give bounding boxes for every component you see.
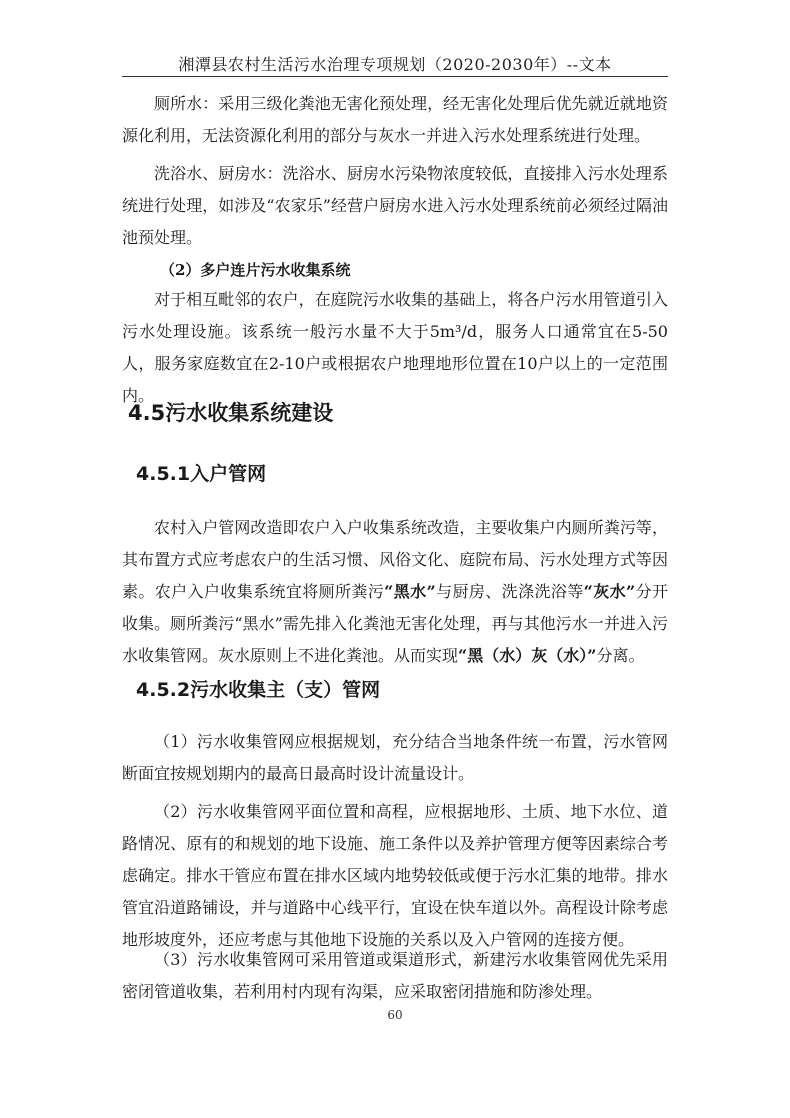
para-main-pipe-2 xyxy=(122,796,668,956)
section-heading-4-5-2 xyxy=(122,676,668,704)
subheading-multi-household xyxy=(122,256,668,284)
para-bath-kitchen-water xyxy=(122,158,668,254)
paragraph-text: 对于相互毗邻的农户，在庭院污水收集的基础上，将各户污水用管道引入污水处理设施。该系统一般污水量不大于5m³/d，服务人口通常宜在5-50人，服务家庭数宜在2-10户或根据农户地理地形位置在10户以上的一定范围内。 xyxy=(122,290,668,405)
section-heading-4-5 xyxy=(122,398,668,428)
section-heading-4-5-1 xyxy=(122,460,668,488)
heading-text: 4.5.1入户管网 xyxy=(136,463,267,485)
page-number: 60 xyxy=(387,1008,403,1022)
paragraph-text: （1）污水收集管网应根据规划，充分结合当地条件统一布置，污水管网断面宜按规划期内的最高日最高时设计流量设计。 xyxy=(122,732,668,783)
paragraph-text: （3）污水收集管网可采用管道或渠道形式，新建污水收集管网优先采用密闭管道收集，若利用村内现有沟渠，应采取密闭措施和防渗处理。 xyxy=(122,950,668,1001)
para-main-pipe-3 xyxy=(122,944,668,1008)
para-multi-household xyxy=(122,284,668,412)
black-water-term: “黑水” xyxy=(384,582,436,601)
header-rule xyxy=(122,76,668,77)
heading-text: 4.5污水收集系统建设 xyxy=(128,401,334,425)
text-run: 与厨房、洗涤洗浴等 xyxy=(435,582,584,601)
paragraph-text: （2）污水收集管网平面位置和高程，应根据地形、土质、地下水位、道路情况、原有的和规划的地下设施、施工条件以及养护管理方便等因素综合考虑确定。排水干管应布置在排水区域内地势较低或便于污水汇集的地带。排水管宜沿道路铺设，并与道路中心线平行，宜设在快车道以外。高程设计除考虑地形坡度外，还应考虑与其他地下设施的关系以及入户管网的连接方便。 xyxy=(122,802,668,949)
running-header: 湘潭县农村生活污水治理专项规划（2020-2030年）--文本 xyxy=(178,55,612,74)
text-run: 农村入户管网改造即农户入户收集系统改造，主要收集户内厕所粪污等，其布置方式应考虑农户的生活习惯、风俗文化、庭院布局、污水处理方式等因素。农户入户收集系统宜将厕所粪污 xyxy=(122,518,668,601)
subheading-text: （2）多户连片污水收集系统 xyxy=(160,261,351,279)
heading-text: 4.5.2污水收集主（支）管网 xyxy=(136,679,381,701)
text-run: 分开收集。厕所粪污“黑水”需先排入化粪池无害化处理，再与其他污水一并进入污水收集管网。灰水原则上不进化粪池。从而实现 xyxy=(122,582,668,665)
paragraph-text: 厕所水：采用三级化粪池无害化预处理，经无害化处理后优先就近就地资源化利用，无法资源化利用的部分与灰水一并进入污水处理系统进行处理。 xyxy=(122,94,668,145)
para-main-pipe-1 xyxy=(122,726,668,790)
separation-term: “黑（水）灰（水）” xyxy=(458,646,597,665)
paragraph-text xyxy=(122,512,668,672)
text-run: 分离。 xyxy=(596,646,645,665)
para-toilet-water xyxy=(122,88,668,152)
grey-water-term: “灰水” xyxy=(583,582,636,601)
para-household-pipe xyxy=(122,512,668,672)
paragraph-text: 洗浴水、厨房水：洗浴水、厨房水污染物浓度较低，直接排入污水处理系统进行处理，如涉及“农家乐”经营户厨房水进入污水处理系统前必须经过隔油池预处理。 xyxy=(122,164,668,247)
